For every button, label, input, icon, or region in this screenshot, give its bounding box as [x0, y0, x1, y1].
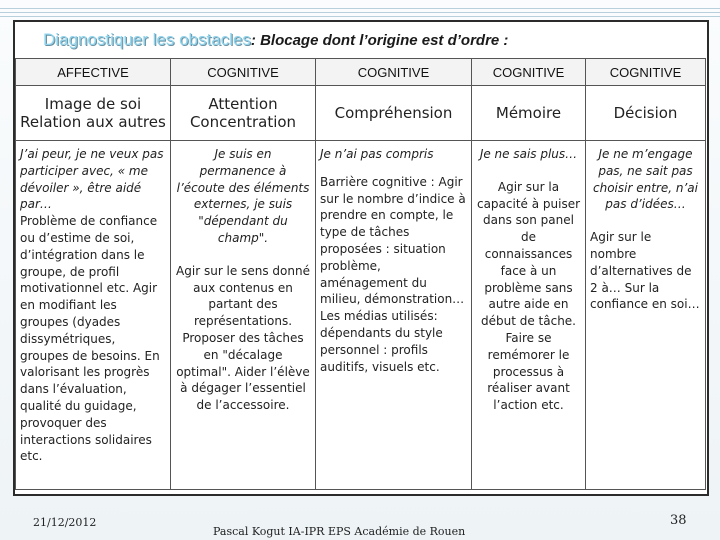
header-cognitive: COGNITIVE [316, 59, 472, 86]
subheader-line: Attention [208, 95, 278, 113]
header-cognitive: COGNITIVE [472, 59, 586, 86]
cell-quote: Je n’ai pas compris [320, 147, 434, 161]
subheader-memoire [472, 86, 586, 141]
footer-author: Pascal Kogut IA-IPR EPS Académie de Rouen [213, 525, 466, 538]
cell-quote: J’ai peur, je ne veux pas participer avec, « me dévoiler », être aidé par… [20, 147, 164, 212]
subheader-line: Concentration [189, 113, 297, 131]
cell-decision [586, 141, 706, 490]
header-row [16, 59, 706, 86]
subheader-attention [171, 86, 316, 141]
cell-comprehension [316, 141, 472, 490]
subheader-line: Relation aux autres [20, 113, 166, 131]
subheader-line: Décision [613, 104, 678, 122]
cell-attention [171, 141, 316, 490]
header-affective: AFFECTIVE [16, 59, 171, 86]
cell-body: Barrière cognitive : Agir sur le nombre d’indice à prendre en compte, le type de tâches proposées : situation problème, aménagement du milieu, démonstration… Les médias utilisés: dépendants du style personnel : profils auditifs, visuels etc. [320, 174, 466, 374]
decorative-rule [0, 8, 720, 9]
cell-body: Agir sur le sens donné aux contenus en partant des représentations. Proposer des tâches en "décalage optimal". Aider l’élève à dégager l’essentiel de l’accessoire. [176, 263, 310, 413]
header-cognitive: COGNITIVE [171, 59, 316, 86]
spacer [590, 213, 701, 229]
cell-body: Problème de confiance ou d’estime de soi, d’intégration dans le groupe, de profil motivationnel etc. Agir en modifiant les groupes (dyades dissymétriques, groupes de besoins. En valorisant les progrès dans l’évaluation, qualité du guidage, provoquer des interactions solidaires etc. [20, 214, 160, 464]
cell-quote: Je ne sais plus… [479, 147, 578, 161]
footer-date: 21/12/2012 [33, 516, 97, 529]
subheader-row [16, 86, 706, 141]
cell-memoire [472, 141, 586, 490]
spacer [320, 163, 467, 174]
subheader-line: Mémoire [495, 104, 562, 122]
decorative-rule [0, 16, 720, 17]
decorative-rule [0, 12, 720, 13]
spacer [175, 247, 311, 263]
obstacles-table [15, 58, 706, 490]
slide-title [43, 30, 508, 50]
cell-body: Agir sur la capacité à puiser dans son panel de connaissances face à un problème sans autre aide en début de tâche. Faire se remémorer le processus à réaliser avant l’action etc. [476, 179, 581, 413]
header-cognitive: COGNITIVE [586, 59, 706, 86]
subheader-comprehension [316, 86, 472, 141]
slide-title-rest: : Blocage dont l’origine est d’ordre : [250, 32, 509, 49]
slide-title-highlight: Diagnostiquer les obstacles [43, 30, 251, 49]
subheader-image-de-soi [16, 86, 171, 141]
subheader-decision [586, 86, 706, 141]
cell-affective [16, 141, 171, 490]
spacer [476, 163, 581, 179]
cell-body: Agir sur le nombre d’alternatives de 2 à… Sur la confiance en soi… [590, 230, 700, 312]
title-bar [15, 22, 705, 58]
cell-quote: Je suis en permanence à l’écoute des éléments externes, je suis "dépendant du champ". [176, 147, 310, 245]
subheader-line: Image de soi [44, 95, 142, 113]
cell-quote: Je ne m’engage pas, ne sait pas choisir entre, n’ai pas d’idées… [593, 147, 698, 212]
body-row [16, 141, 706, 490]
subheader-line: Compréhension [334, 104, 453, 122]
page-number: 38 [670, 513, 687, 528]
